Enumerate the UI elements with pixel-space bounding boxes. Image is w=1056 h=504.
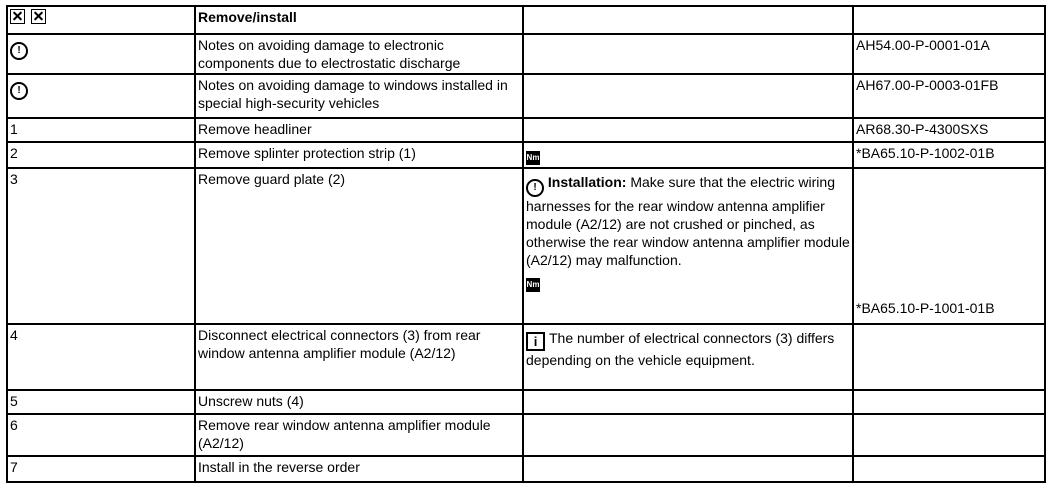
expand-icon[interactable] [10,9,25,24]
note-cell [523,324,853,390]
table-row [7,118,1045,142]
step-number: 5 [7,390,195,414]
table-row [7,414,1045,456]
reference-link[interactable]: *BA65.10-P-1002-01B [853,142,1045,168]
note-cell [523,168,853,324]
table-row [7,456,1045,482]
table-row [7,390,1045,414]
warning-icon: ! [526,179,544,197]
header-icons-cell [7,6,195,34]
info-icon: i [526,332,545,351]
table-row [7,142,1045,168]
header-empty-cell [523,6,853,34]
warning-icon: ! [10,82,28,100]
header-title: Remove/install [195,6,523,34]
action-text: Notes on avoiding damage to windows installed in special high-security vehicles [195,74,523,118]
action-text: Remove splinter protection strip (1) [195,142,523,168]
reference-link[interactable]: AH67.00-P-0003-01FB [853,74,1045,118]
action-text: Install in the reverse order [195,456,523,482]
action-text: Disconnect electrical connectors (3) from rear window antenna amplifier module (A2/12) [195,324,523,390]
reference-link[interactable]: AH54.00-P-0001-01A [853,34,1045,74]
step-number: 2 [7,142,195,168]
table-row [7,324,1045,390]
action-text: Unscrew nuts (4) [195,390,523,414]
action-text: Remove rear window antenna amplifier module (A2/12) [195,414,523,456]
header-empty-cell [853,6,1045,34]
collapse-icon[interactable] [31,9,46,24]
table-row [7,74,1045,118]
action-text: Remove headliner [195,118,523,142]
torque-icon[interactable]: Nm [526,278,540,292]
table-row [7,168,1045,324]
table-row [7,34,1045,74]
reference-link[interactable]: *BA65.10-P-1001-01B [853,168,1045,324]
step-number: 6 [7,414,195,456]
reference-link[interactable]: AR68.30-P-4300SXS [853,118,1045,142]
torque-icon[interactable]: Nm [526,151,540,165]
procedure-table [6,5,1046,483]
note-text: Make sure that the electric wiring harnesses for the rear window antenna amplifier module (A2/12) are not crushed or pinched, as otherwise the rear window antenna amplifier module (A2/12) may malfunction. [526,174,850,268]
action-text: Notes on avoiding damage to electronic components due to electrostatic discharge [195,34,523,74]
warning-icon: ! [10,42,28,60]
step-number: 4 [7,324,195,390]
step-number: 7 [7,456,195,482]
step-number: 3 [7,168,195,324]
table-header-row [7,6,1045,34]
note-label: Installation: [547,174,627,190]
note-text: The number of electrical connectors (3) differs depending on the vehicle equipment. [526,330,835,368]
action-text: Remove guard plate (2) [195,168,523,324]
step-number: 1 [7,118,195,142]
